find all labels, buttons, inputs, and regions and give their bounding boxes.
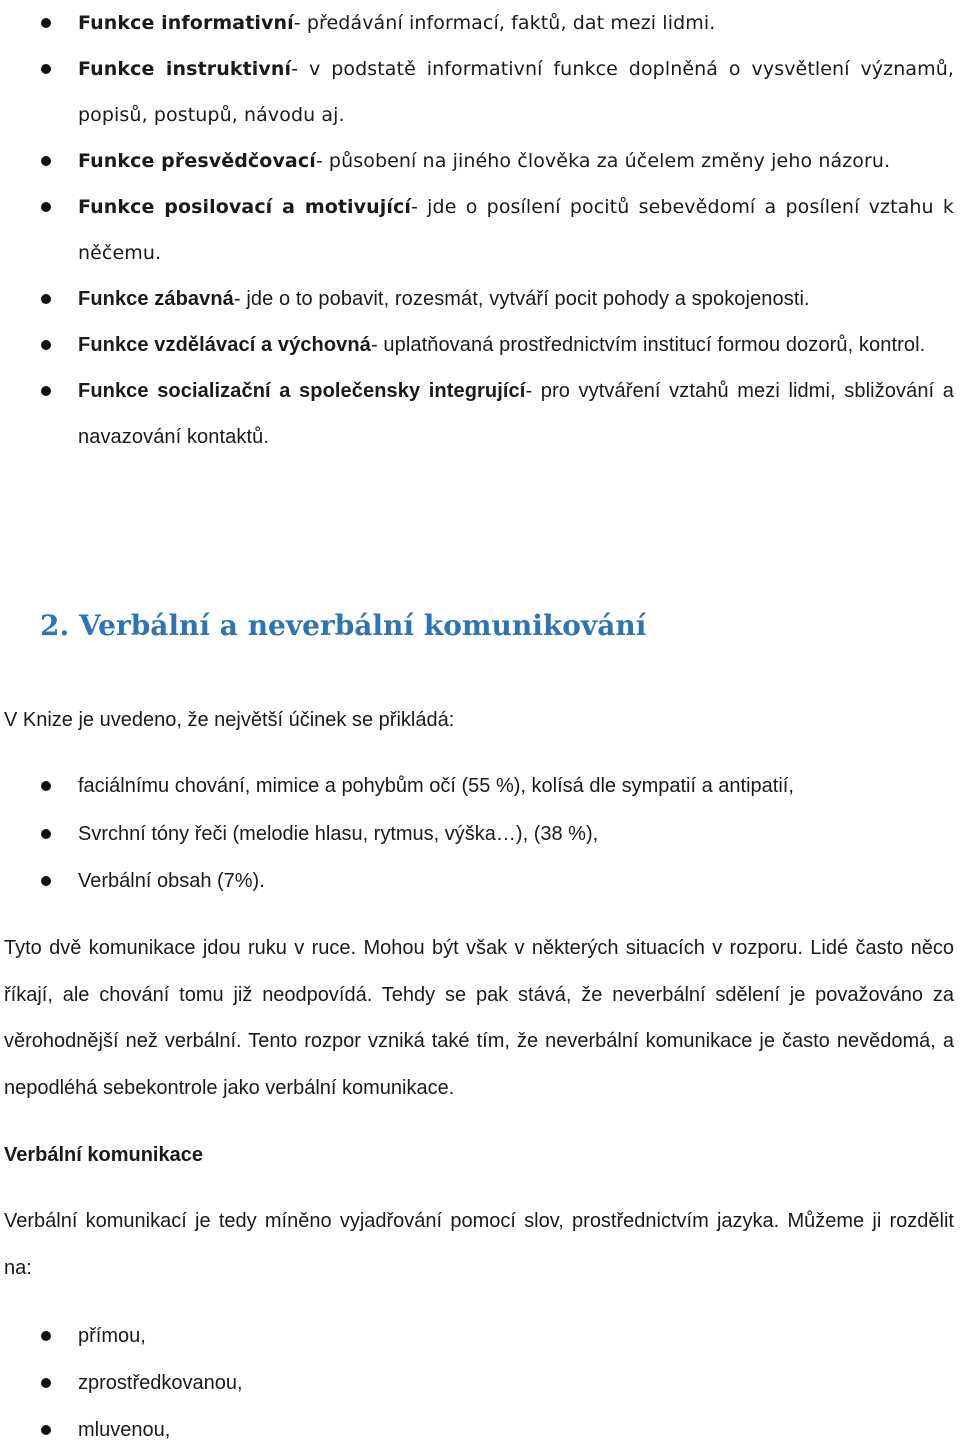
item-text: - jde o posílení pocitů sebevědomí a posílení vztahu k něčemu. [78,196,955,264]
effects-list [0,763,960,906]
list-item [0,1407,960,1454]
subsection-heading: Verbální komunikace [4,1144,203,1166]
list-item [0,858,960,906]
item-text: - uplatňovaná prostřednictvím institucí formou dozorů, kontrol. [370,334,926,356]
bullet-icon [41,829,51,839]
list-item [0,368,960,460]
types-list [0,1313,960,1454]
list-item [0,811,960,859]
body-paragraph: Tyto dvě komunikace jdou ruku v ruce. Mohou být však v některých situacích v rozporu. Lidé často něco říkají, ale chování tomu již neodpovídá. Tehdy se pak stává, že neverbální sdělení je považováno za věrohodnější než verbální. Tento rozpor vzniká také tím, že neverbální komunikace je často nevědomá, a nepodléhá sebekontrole jako verbální komunikace. [4,937,954,1099]
list-item [0,763,960,811]
body-paragraph: Verbální komunikací je tedy míněno vyjadřování pomocí slov, prostřednictvím jazyka. Můžeme ji rozdělit na: [4,1210,954,1279]
bullet-icon [41,340,51,350]
item-term: Funkce informativní [78,12,294,34]
item-text: - působení na jiného člověka za účelem změny jeho názoru. [315,150,891,172]
list-item [0,46,960,138]
bullet-icon [41,1425,51,1435]
bullet-icon [41,156,51,166]
list-item [0,184,960,276]
item-term: Funkce instruktivní [78,58,292,80]
item-term: Funkce socializační a společensky integrující [78,380,526,402]
list-item [0,276,960,322]
functions-list [0,0,960,460]
item-text: mluvenou, [78,1419,171,1441]
item-text: - pro vytváření vztahů mezi lidmi, sbližování a navazování kontaktů. [78,380,955,448]
item-term: Funkce zábavná [78,288,234,310]
item-term: Funkce posilovací a motivující [78,196,411,218]
item-text: zprostředkovanou, [78,1372,243,1394]
item-text: Verbální obsah (7%). [78,870,265,892]
list-item [0,322,960,368]
bullet-icon [41,64,51,74]
item-text: - jde o to pobavit, rozesmát, vytváří pocit pohody a spokojenosti. [233,288,810,310]
bullet-icon [41,202,51,212]
bullet-icon [41,1378,51,1388]
list-item [0,138,960,184]
bullet-icon [41,386,51,396]
list-item [0,0,960,46]
bullet-icon [41,18,51,28]
bullet-icon [41,781,51,791]
item-text: - v podstatě informativní funkce doplněná o vysvětlení významů, popisů, postupů, návodu aj. [78,58,954,126]
item-text: Svrchní tóny řeči (melodie hlasu, rytmus, výška…), (38 %), [78,822,599,845]
bullet-icon [41,876,51,886]
item-text: faciálnímu chování, mimice a pohybům očí (55 %), kolísá dle sympatií a antipatií, [78,775,794,797]
list-item [0,1360,960,1407]
item-term: Funkce přesvědčovací [78,150,316,172]
list-item [0,1313,960,1360]
intro-paragraph: V Knize je uvedeno, že největší účinek se přikládá: [4,709,455,731]
item-text: - předávání informací, faktů, dat mezi lidmi. [293,12,716,34]
bullet-icon [41,294,51,304]
item-term: Funkce vzdělávací a výchovná [78,334,371,356]
item-text: přímou, [78,1325,146,1347]
bullet-icon [41,1331,51,1341]
section-heading: 2. Verbální a neverbální komunikování [40,609,647,642]
